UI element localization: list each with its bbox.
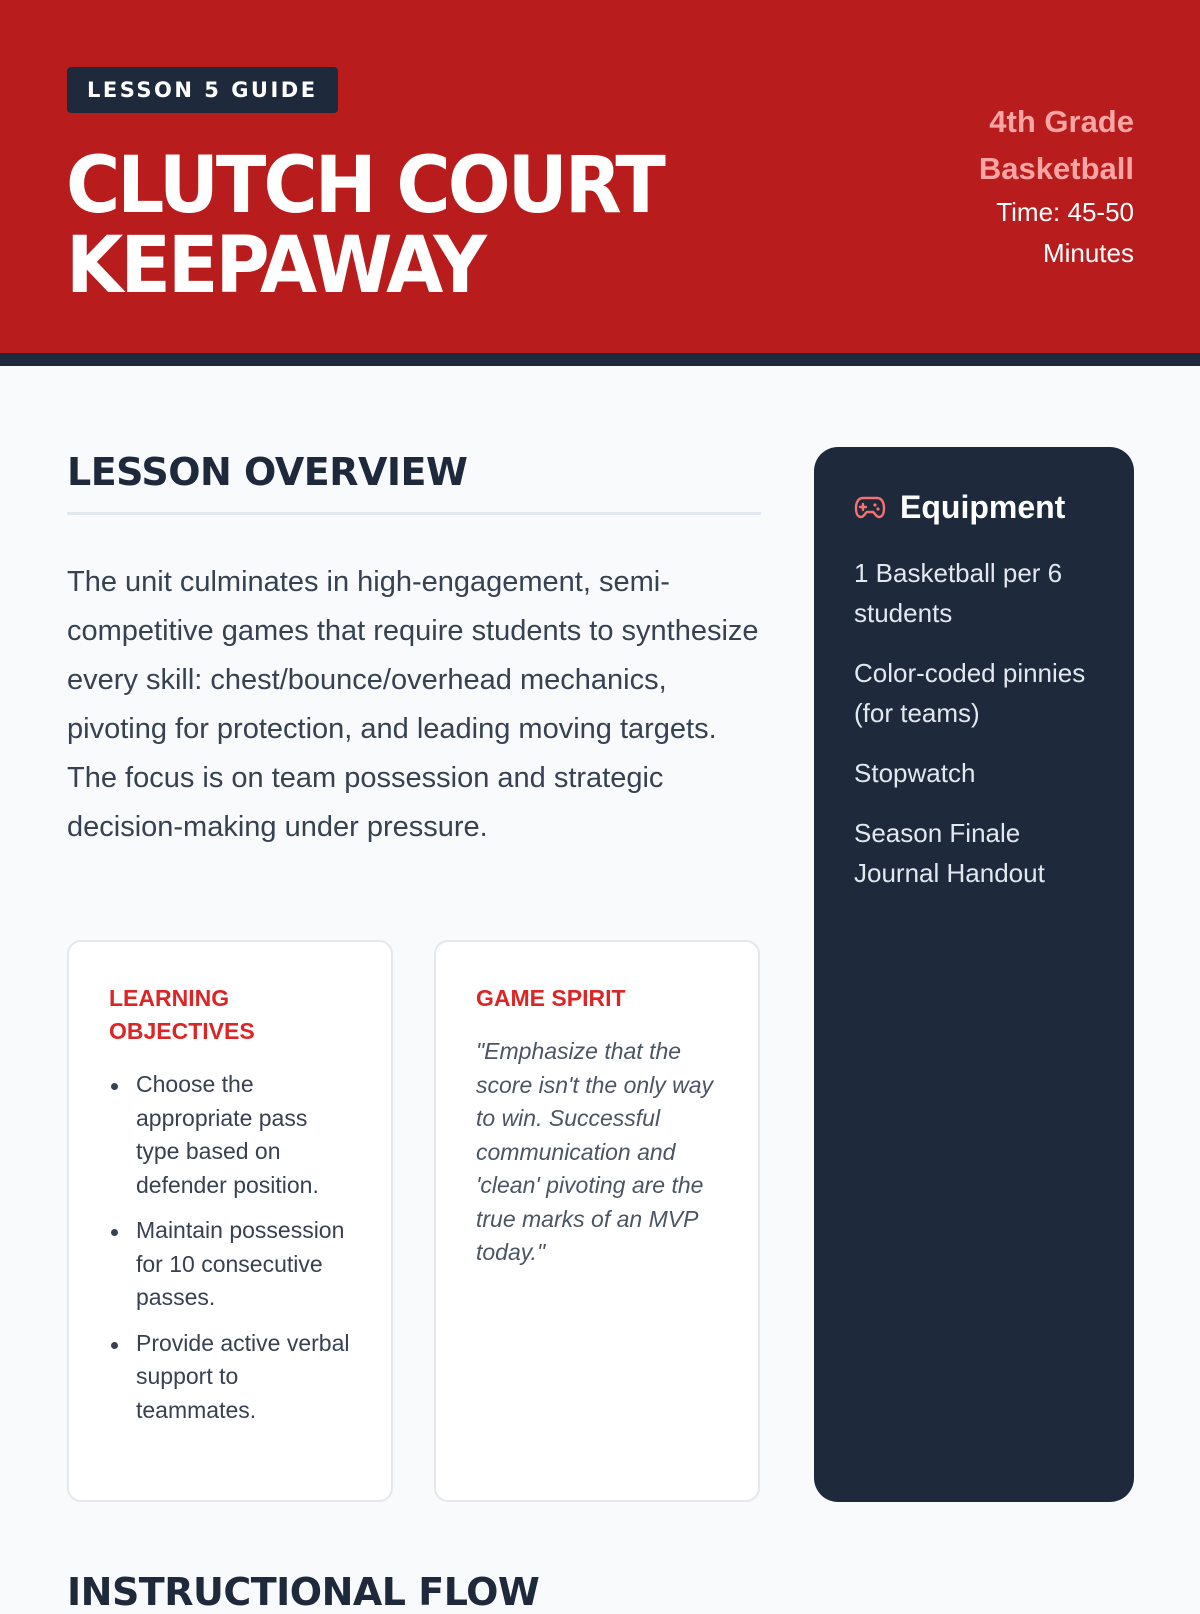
time-unit-label: Minutes [1042,238,1134,268]
objectives-list [109,1068,353,1427]
instructional-flow-heading: INSTRUCTIONAL FLOW [67,1570,540,1614]
gamepad-icon [854,494,886,520]
equipment-panel [814,447,1134,1502]
equipment-header [854,483,1104,531]
objectives-card [67,940,393,1502]
time-label: Time: 45-50 [996,197,1134,227]
equipment-heading: Equipment [900,489,1066,525]
equipment-item: Stopwatch [854,758,976,788]
lesson-title [66,139,663,311]
game-spirit-card [434,940,760,1502]
lesson-title-line-2: KEEPAWAY [66,219,484,311]
objectives-heading: LEARNING OBJECTIVES [109,985,255,1044]
equipment-item: Color-coded pinnies (for teams) [854,658,1086,728]
objective-item: Maintain possession for 10 consecutive passes. [109,1214,353,1315]
overview-heading: LESSON OVERVIEW [67,450,468,494]
objective-item: Provide active verbal support to teammates. [109,1327,353,1428]
lesson-title-line-1: CLUTCH COURT [66,139,663,231]
lesson-meta [874,98,1134,274]
equipment-item: 1 Basketball per 6 students [854,558,1063,628]
lesson-header [0,0,1200,366]
objective-item: Choose the appropriate pass type based on defender position. [109,1068,353,1202]
lesson-badge: LESSON 5 GUIDE [67,67,338,113]
grade-label: 4th Grade [989,104,1134,139]
overview-text: The unit culminates in high-engagement, semi-competitive games that require students to synthesize every skill: chest/bounce/overhead mechanics, pivoting for protection, and leading moving targets. The focus is on team possession and strategic decision-making under pressure. [67,566,759,843]
game-spirit-heading: GAME SPIRIT [476,985,626,1011]
equipment-item: Season Finale Journal Handout [854,818,1045,888]
overview-divider [67,512,761,515]
game-spirit-quote: "Emphasize that the score isn't the only way to win. Successful communication and 'clean' pivoting are the true marks of an MVP today." [476,1038,714,1265]
sport-label: Basketball [978,151,1134,186]
